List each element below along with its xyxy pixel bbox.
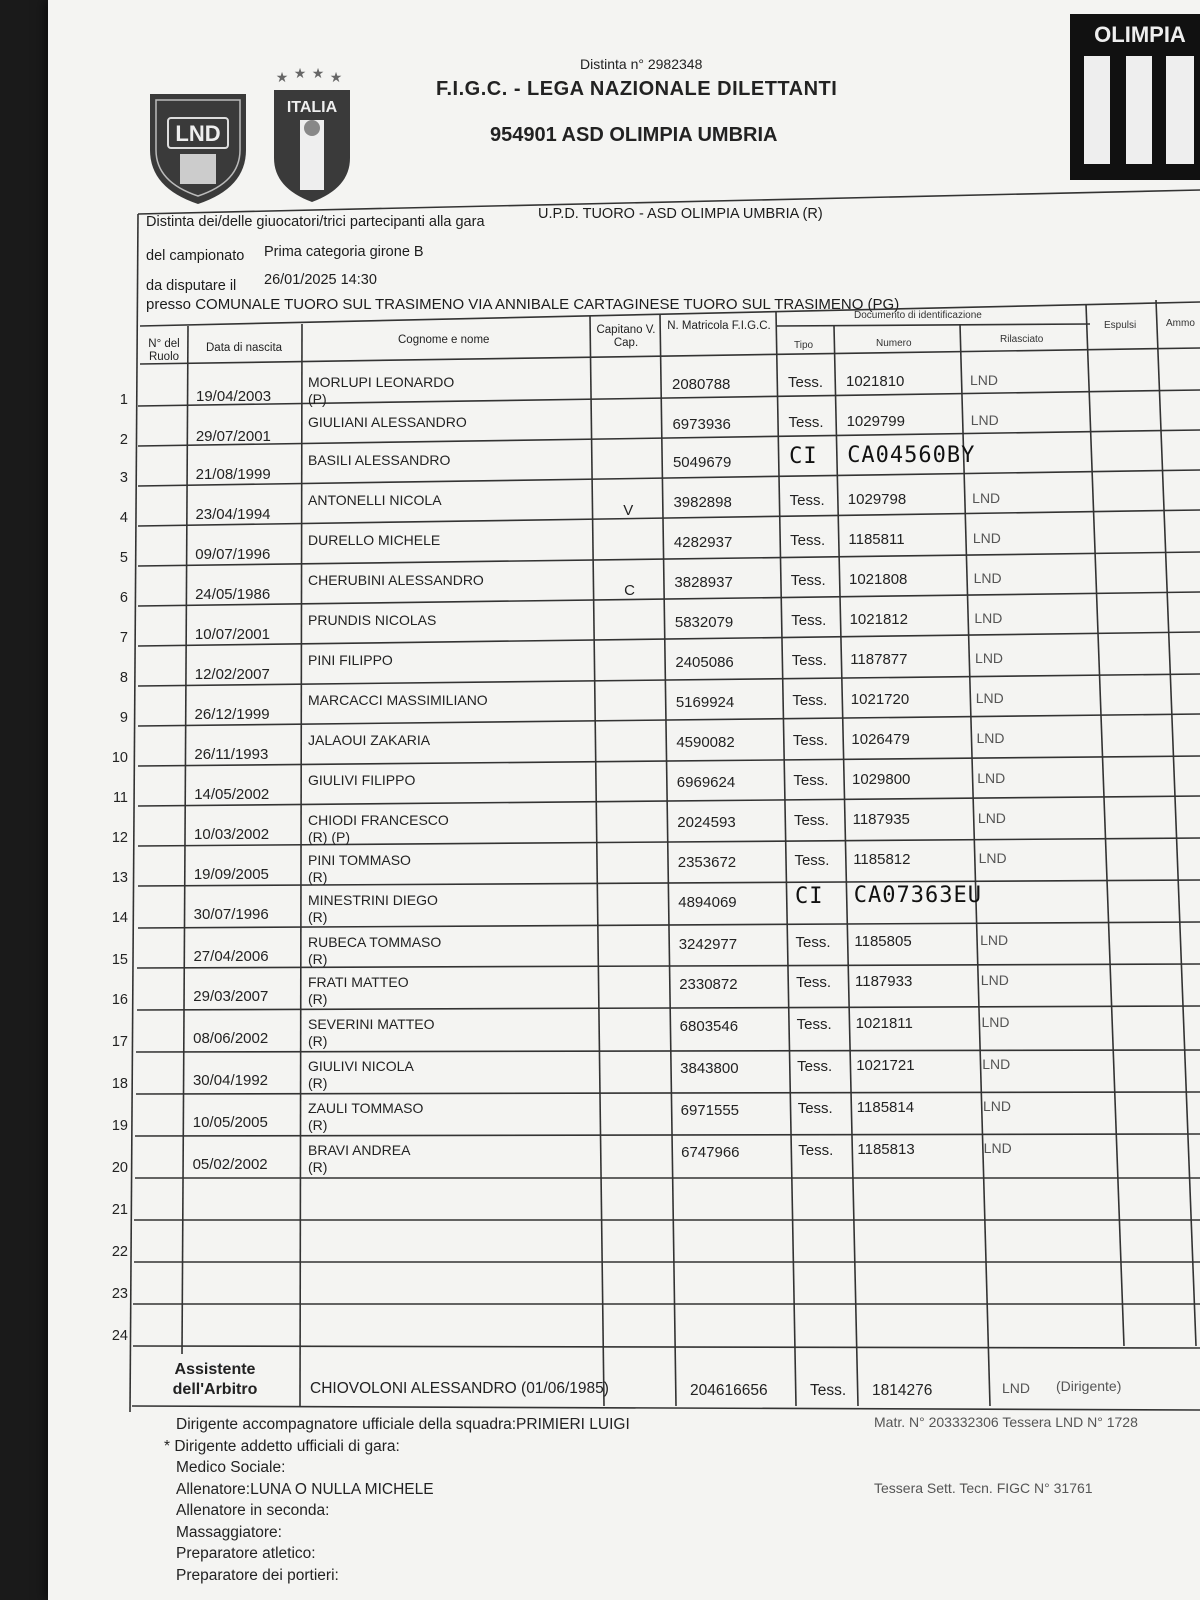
- staff-line: Preparatore dei portieri:: [176, 1566, 339, 1584]
- document-number: 1185805: [854, 933, 912, 950]
- label-date: da disputare il: [146, 278, 237, 294]
- document-type: Tess.: [792, 692, 828, 709]
- match-date: 26/01/2025 14:30: [264, 272, 377, 288]
- assistant-numero: 1814276: [872, 1382, 933, 1399]
- matricola: 6747966: [681, 1144, 740, 1161]
- matricola: 2080788: [672, 376, 731, 393]
- document-type: CI: [789, 444, 818, 469]
- matricola: 2330872: [679, 976, 738, 993]
- col-documento: Documento di identificazione: [854, 310, 982, 321]
- matricola: 3843800: [680, 1060, 739, 1077]
- date-of-birth: 27/04/2006: [193, 948, 269, 965]
- assistant-name: CHIOVOLONI ALESSANDRO (01/06/1985): [310, 1380, 609, 1397]
- col-espulsi: Espulsi: [1104, 320, 1137, 331]
- issued-by: LND: [983, 1140, 1012, 1156]
- player-name: DURELLO MICHELE: [308, 532, 441, 548]
- row-number: 6: [119, 590, 128, 606]
- assistant-role: (Dirigente): [1056, 1378, 1122, 1394]
- label-players: Distinta dei/delle giuocatori/trici partecipanti alla gara: [146, 214, 485, 230]
- player-tag: (R): [308, 1075, 328, 1091]
- matricola: 4590082: [676, 734, 735, 751]
- svg-text:★: ★: [293, 68, 307, 82]
- matricola: 3242977: [678, 936, 738, 953]
- player-name: FRATI MATTEO: [308, 974, 409, 990]
- date-of-birth: 26/11/1993: [194, 746, 269, 763]
- captain-mark: C: [624, 582, 635, 599]
- player-tag: (R): [308, 1159, 328, 1175]
- player-tag: (R): [308, 909, 328, 925]
- document-type: Tess.: [797, 1058, 833, 1075]
- date-of-birth: 19/09/2005: [193, 866, 269, 883]
- player-name: MINESTRINI DIEGO: [308, 892, 438, 908]
- matricola: 6969624: [676, 774, 736, 791]
- date-of-birth: 30/07/1996: [193, 906, 269, 923]
- document-type: Tess.: [796, 1016, 832, 1033]
- document-type: Tess.: [789, 492, 825, 509]
- document-number: 1185814: [856, 1099, 915, 1116]
- player-name: JALAOUI ZAKARIA: [308, 732, 431, 748]
- document-type: Tess.: [796, 974, 832, 991]
- row-number: 18: [111, 1076, 128, 1092]
- row-number: 24: [111, 1328, 128, 1344]
- document-type: Tess.: [791, 612, 827, 629]
- document-number: 1021812: [849, 611, 908, 628]
- player-name: SEVERINI MATTEO: [308, 1016, 435, 1032]
- document-type: Tess.: [793, 772, 829, 789]
- document-number: 1185811: [848, 531, 905, 548]
- player-name: CHERUBINI ALESSANDRO: [308, 572, 484, 588]
- date-of-birth: 14/05/2002: [194, 786, 270, 803]
- document-type: CI: [795, 884, 824, 909]
- issued-by: LND: [970, 372, 999, 388]
- issued-by: LND: [975, 690, 1004, 706]
- player-tag: (P): [308, 391, 327, 407]
- date-of-birth: 09/07/1996: [195, 546, 271, 563]
- document-number: 1029800: [852, 771, 911, 788]
- staff-line: Preparatore atletico:: [176, 1545, 316, 1562]
- issued-by: LND: [972, 490, 1001, 506]
- player-name: BASILI ALESSANDRO: [308, 452, 451, 468]
- matricola: 3828937: [674, 574, 733, 591]
- row-number: 23: [111, 1286, 128, 1302]
- staff-line: Massaggiatore:: [176, 1523, 282, 1541]
- captain-mark: V: [623, 502, 634, 519]
- player-name: GIULIVI FILIPPO: [308, 772, 416, 788]
- player-name: PRUNDIS NICOLAS: [308, 612, 437, 628]
- player-name: GIULIVI NICOLA: [308, 1058, 414, 1074]
- venue: presso COMUNALE TUORO SUL TRASIMENO VIA ANNIBALE CARTAGINESE TUORO SUL TRASIMENO (PG): [146, 296, 900, 313]
- document-type: Tess.: [791, 652, 827, 669]
- date-of-birth: 12/02/2007: [194, 666, 270, 683]
- col-nome: Cognome e nome: [398, 334, 490, 346]
- match-name: U.P.D. TUORO - ASD OLIMPIA UMBRIA (R): [538, 206, 823, 222]
- document-type: Tess.: [795, 934, 831, 951]
- row-number: 17: [111, 1034, 128, 1050]
- row-number: 22: [111, 1244, 128, 1260]
- player-tag: (R): [308, 1033, 328, 1049]
- italia-logo-text: ITALIA: [286, 99, 338, 116]
- document-type: Tess.: [794, 852, 830, 869]
- issued-by: LND: [980, 972, 1009, 988]
- issued-by: LND: [972, 530, 1001, 546]
- player-tag: (R): [308, 991, 328, 1007]
- staff-line: Dirigente accompagnatore ufficiale della squadra:PRIMIERI LUIGI: [176, 1416, 630, 1433]
- club-title: 954901 ASD OLIMPIA UMBRIA: [490, 124, 778, 146]
- row-number: 14: [111, 910, 128, 926]
- document-number: 1185812: [853, 851, 911, 868]
- player-name: RUBECA TOMMASO: [308, 934, 442, 950]
- player-name: BRAVI ANDREA: [308, 1142, 411, 1158]
- row-number: 20: [111, 1160, 128, 1176]
- date-of-birth: 10/05/2005: [192, 1114, 268, 1131]
- matricola: 4282937: [673, 534, 733, 551]
- document-type: Tess.: [792, 732, 828, 749]
- assistant-rilasciato: LND: [1002, 1380, 1031, 1396]
- issued-by: LND: [975, 650, 1004, 666]
- document-type: Tess.: [788, 414, 824, 431]
- document-number: 1021810: [846, 373, 905, 390]
- document-number: CA04560BY: [847, 443, 976, 468]
- matricola: 6973936: [672, 416, 731, 433]
- row-number: 21: [111, 1202, 128, 1218]
- issued-by: LND: [974, 610, 1003, 626]
- player-name: PINI FILIPPO: [308, 652, 393, 668]
- document-number: 1021808: [849, 571, 908, 588]
- document-type: Tess.: [793, 812, 829, 829]
- assistant-matricola: 204616656: [690, 1382, 768, 1399]
- player-tag: (R): [308, 869, 328, 885]
- col-tipo: Tipo: [794, 340, 814, 351]
- row-number: 13: [111, 870, 128, 886]
- row-number: 5: [119, 550, 128, 566]
- distinta-number: Distinta n° 2982348: [580, 56, 703, 72]
- issued-by: LND: [980, 932, 1009, 948]
- date-of-birth: 30/04/1992: [192, 1072, 269, 1089]
- row-number: 9: [119, 710, 128, 726]
- col-ammoniti: Ammo: [1166, 318, 1195, 329]
- assistant-label: Assistente dell'Arbitro: [172, 1361, 258, 1398]
- row-number: 3: [119, 470, 128, 486]
- player-tag: (R) (P): [308, 829, 350, 845]
- date-of-birth: 10/07/2001: [194, 626, 270, 643]
- document-number: 1187933: [855, 973, 913, 990]
- row-number: 2: [119, 432, 128, 448]
- date-of-birth: 23/04/1994: [195, 506, 271, 523]
- staff-line: * Dirigente addetto ufficiali di gara:: [164, 1437, 400, 1455]
- document-type: Tess.: [788, 374, 824, 391]
- player-name: ZAULI TOMMASO: [308, 1100, 424, 1116]
- svg-text:★: ★: [329, 70, 343, 86]
- row-number: 1: [119, 392, 128, 408]
- document-number: 1021720: [850, 691, 910, 708]
- date-of-birth: 29/03/2007: [193, 988, 269, 1005]
- date-of-birth: 08/06/2002: [193, 1030, 269, 1047]
- matricola: 5832079: [674, 614, 734, 631]
- row-number: 19: [111, 1118, 128, 1134]
- player-name: CHIODI FRANCESCO: [308, 812, 449, 828]
- document-number: 1185813: [857, 1141, 915, 1158]
- matricola: 2024593: [677, 814, 736, 831]
- document-number: 1187935: [852, 811, 910, 828]
- document-number: CA07363EU: [853, 883, 983, 908]
- staff-matricola-note: Matr. N° 203332306 Tessera LND N° 1728: [874, 1414, 1138, 1430]
- player-tag: (R): [308, 951, 328, 967]
- championship: Prima categoria girone B: [264, 244, 424, 260]
- staff-line: Allenatore in seconda:: [176, 1502, 330, 1519]
- col-ruolo: N° del Ruolo: [148, 338, 180, 363]
- row-number: 12: [111, 830, 128, 846]
- date-of-birth: 10/03/2002: [194, 826, 270, 843]
- player-tag: (R): [308, 1117, 328, 1133]
- matricola: 2405086: [675, 654, 734, 671]
- document-number: 1029798: [847, 491, 907, 508]
- player-name: MORLUPI LEONARDO: [308, 374, 455, 390]
- assistant-tipo: Tess.: [810, 1382, 847, 1399]
- date-of-birth: 29/07/2001: [195, 428, 271, 445]
- federation-title: F.I.G.C. - LEGA NAZIONALE DILETTANTI: [436, 78, 838, 100]
- issued-by: LND: [973, 570, 1002, 586]
- svg-text:★: ★: [275, 70, 289, 86]
- player-name: GIULIANI ALESSANDRO: [308, 414, 467, 430]
- document-number: 1026479: [851, 731, 910, 748]
- matricola: 2353672: [677, 854, 737, 871]
- staff-line: Medico Sociale:: [176, 1459, 286, 1476]
- row-number: 16: [111, 992, 128, 1008]
- document-type: Tess.: [790, 532, 826, 549]
- player-name: MARCACCI MASSIMILIANO: [308, 692, 488, 708]
- document-number: 1029799: [846, 413, 905, 430]
- player-name: ANTONELLI NICOLA: [308, 492, 442, 508]
- row-number: 7: [119, 630, 128, 646]
- issued-by: LND: [981, 1014, 1010, 1030]
- svg-text:★: ★: [311, 68, 325, 82]
- issued-by: LND: [982, 1098, 1011, 1114]
- player-name: PINI TOMMASO: [308, 852, 411, 868]
- matricola: 3982898: [673, 494, 732, 511]
- col-nascita: Data di nascita: [206, 342, 283, 354]
- col-matricola: N. Matricola F.I.G.C.: [667, 320, 771, 332]
- document-number: 1021721: [856, 1057, 915, 1074]
- issued-by: LND: [978, 850, 1007, 866]
- row-number: 8: [119, 670, 128, 686]
- staff-tessera-note: Tessera Sett. Tecn. FIGC N° 31761: [874, 1480, 1093, 1496]
- row-number: 10: [111, 750, 128, 766]
- date-of-birth: 19/04/2003: [196, 388, 272, 405]
- issued-by: LND: [982, 1056, 1011, 1072]
- lnd-logo-text: LND: [175, 121, 221, 146]
- staff-line: Allenatore:LUNA O NULLA MICHELE: [176, 1480, 434, 1498]
- label-championship: del campionato: [146, 248, 245, 264]
- col-numero: Numero: [876, 338, 912, 349]
- row-number: 15: [111, 952, 128, 968]
- issued-by: LND: [970, 412, 999, 428]
- document-number: 1187877: [850, 651, 908, 668]
- issued-by: LND: [977, 770, 1006, 786]
- document-type: Tess.: [797, 1100, 833, 1117]
- issued-by: LND: [976, 730, 1005, 746]
- matricola: 5049679: [672, 454, 732, 471]
- document-number: 1021811: [855, 1015, 913, 1032]
- issued-by: LND: [977, 810, 1006, 826]
- matricola: 6803546: [679, 1018, 739, 1035]
- date-of-birth: 21/08/1999: [195, 466, 271, 483]
- row-number: 11: [112, 790, 128, 806]
- date-of-birth: 24/05/1986: [195, 586, 271, 603]
- olimpia-logo-text: OLIMPIA: [1094, 22, 1186, 47]
- document-type: Tess.: [798, 1142, 834, 1159]
- matricola: 5169924: [675, 694, 735, 711]
- matricola: 6971555: [680, 1102, 740, 1119]
- matricola: 4894069: [678, 894, 737, 911]
- row-number: 4: [119, 510, 128, 526]
- date-of-birth: 05/02/2002: [192, 1156, 268, 1173]
- document-type: Tess.: [790, 572, 826, 589]
- col-rilasciato: Rilasciato: [1000, 334, 1044, 345]
- date-of-birth: 26/12/1999: [194, 706, 270, 723]
- col-capitano: Capitano V. Cap.: [596, 324, 656, 349]
